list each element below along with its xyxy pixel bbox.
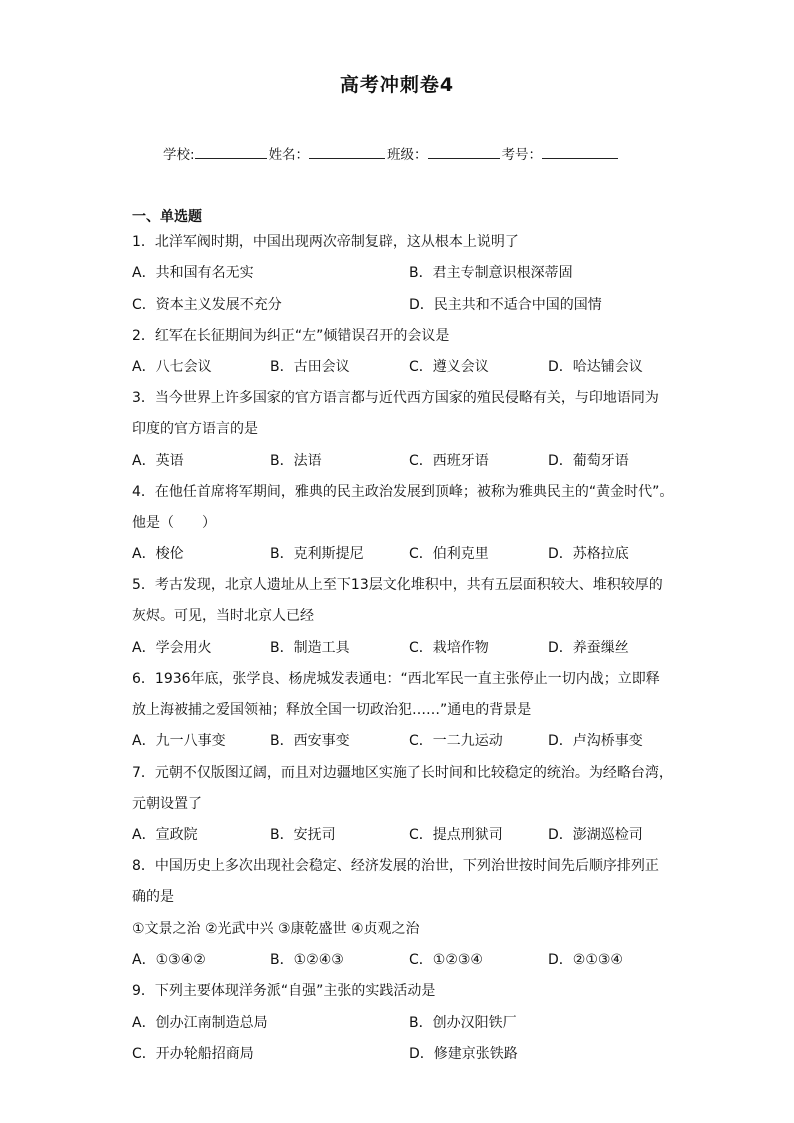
- question-6-stem-line2: 放上海被捕之爱国领袖；释放全国一切政治犯……”通电的背景是: [132, 702, 532, 718]
- question-3-option-a: A．英语: [132, 453, 184, 469]
- question-6-option-d: D．卢沟桥事变: [548, 733, 643, 749]
- question-4-stem-line2: 他是（ ）: [132, 515, 216, 531]
- question-4-option-b: B．克利斯提尼: [270, 546, 364, 562]
- question-6-option-b: B．西安事变: [270, 733, 350, 749]
- question-4-stem-line1: 4．在他任首席将军期间，雅典的民主政治发展到顶峰；被称为雅典民主的“黄金时代”。: [132, 484, 674, 500]
- question-3-option-d: D．葡萄牙语: [548, 453, 629, 469]
- question-6-option-c: C．一二九运动: [409, 733, 503, 749]
- question-7-option-c: C．提点刑狱司: [409, 827, 503, 843]
- question-5-option-b: B．制造工具: [270, 640, 350, 656]
- school-label: 学校:: [163, 147, 195, 163]
- question-4-option-d: D．苏格拉底: [548, 546, 629, 562]
- question-3-option-b: B．法语: [270, 453, 322, 469]
- question-9-stem: 9．下列主要体现洋务派“自强”主张的实践活动是: [132, 983, 436, 999]
- question-2-option-a: A．八七会议: [132, 359, 212, 375]
- question-7-stem-line2: 元朝设置了: [132, 796, 202, 812]
- name-blank[interactable]: [309, 144, 385, 159]
- question-8-items: ①文景之治 ②光武中兴 ③康乾盛世 ④贞观之治: [132, 921, 420, 937]
- question-7-stem-line1: 7．元朝不仅版图辽阔，而且对边疆地区实施了长时间和比较稳定的统治。为经略台湾，: [132, 765, 673, 781]
- question-1-option-d: D．民主共和不适合中国的国情: [409, 297, 602, 313]
- question-7-option-a: A．宣政院: [132, 827, 198, 843]
- question-5-stem-line2: 灰烬。可见，当时北京人已经: [132, 608, 314, 624]
- class-label: 班级：: [387, 147, 428, 163]
- question-1-stem: 1．北洋军阀时期，中国出现两次帝制复辟，这从根本上说明了: [132, 234, 519, 250]
- question-8-option-a: A．①③④②: [132, 952, 206, 968]
- number-blank[interactable]: [542, 144, 618, 159]
- student-info-line: [163, 143, 620, 163]
- question-3-stem-line2: 印度的官方语言的是: [132, 421, 258, 437]
- question-2-option-c: C．遵义会议: [409, 359, 489, 375]
- question-4-option-c: C．伯利克里: [409, 546, 489, 562]
- question-1-option-a: A．共和国有名无实: [132, 265, 254, 281]
- question-2-option-b: B．古田会议: [270, 359, 350, 375]
- question-6-option-a: A．九一八事变: [132, 733, 226, 749]
- question-9-option-c: C．开办轮船招商局: [132, 1046, 254, 1062]
- question-1-option-c: C．资本主义发展不充分: [132, 297, 282, 313]
- question-3-stem-line1: 3．当今世界上许多国家的官方语言都与近代西方国家的殖民侵略有关，与印地语同为: [132, 390, 659, 406]
- question-6-stem-line1: 6．1936年底，张学良、杨虎城发表通电：“西北军民一直主张停止一切内战；立即释: [132, 671, 660, 687]
- question-8-option-b: B．①②④③: [270, 952, 344, 968]
- school-blank[interactable]: [195, 144, 267, 159]
- question-2-stem: 2．红军在长征期间为纠正“左”倾错误召开的会议是: [132, 328, 450, 344]
- question-9-option-b: B．创办汉阳铁厂: [409, 1015, 517, 1031]
- question-9-option-d: D．修建京张铁路: [409, 1046, 518, 1062]
- question-9-option-a: A．创办江南制造总局: [132, 1015, 268, 1031]
- question-5-option-a: A．学会用火: [132, 640, 212, 656]
- question-7-option-d: D．澎湖巡检司: [548, 827, 643, 843]
- question-1-option-b: B．君主专制意识根深蒂固: [409, 265, 573, 281]
- question-8-stem-line1: 8．中国历史上多次出现社会稳定、经济发展的治世，下列治世按时间先后顺序排列正: [132, 858, 659, 874]
- question-5-option-c: C．栽培作物: [409, 640, 489, 656]
- question-8-stem-line2: 确的是: [132, 889, 174, 905]
- page-title: 高考冲刺卷4: [339, 74, 455, 96]
- section-heading: 一、单选题: [132, 209, 202, 225]
- question-2-option-d: D．哈达铺会议: [548, 359, 643, 375]
- question-7-option-b: B．安抚司: [270, 827, 336, 843]
- question-3-option-c: C．西班牙语: [409, 453, 489, 469]
- class-blank[interactable]: [428, 144, 500, 159]
- question-4-option-a: A．梭伦: [132, 546, 184, 562]
- question-8-option-d: D．②①③④: [548, 952, 623, 968]
- name-label: 姓名：: [268, 147, 310, 163]
- question-8-option-c: C．①②③④: [409, 952, 483, 968]
- question-5-stem-line1: 5．考古发现，北京人遗址从上至下13层文化堆积中，共有五层面积较大、堆积较厚的: [132, 577, 663, 593]
- question-5-option-d: D．养蚕缫丝: [548, 640, 629, 656]
- number-label: 考号：: [501, 147, 543, 163]
